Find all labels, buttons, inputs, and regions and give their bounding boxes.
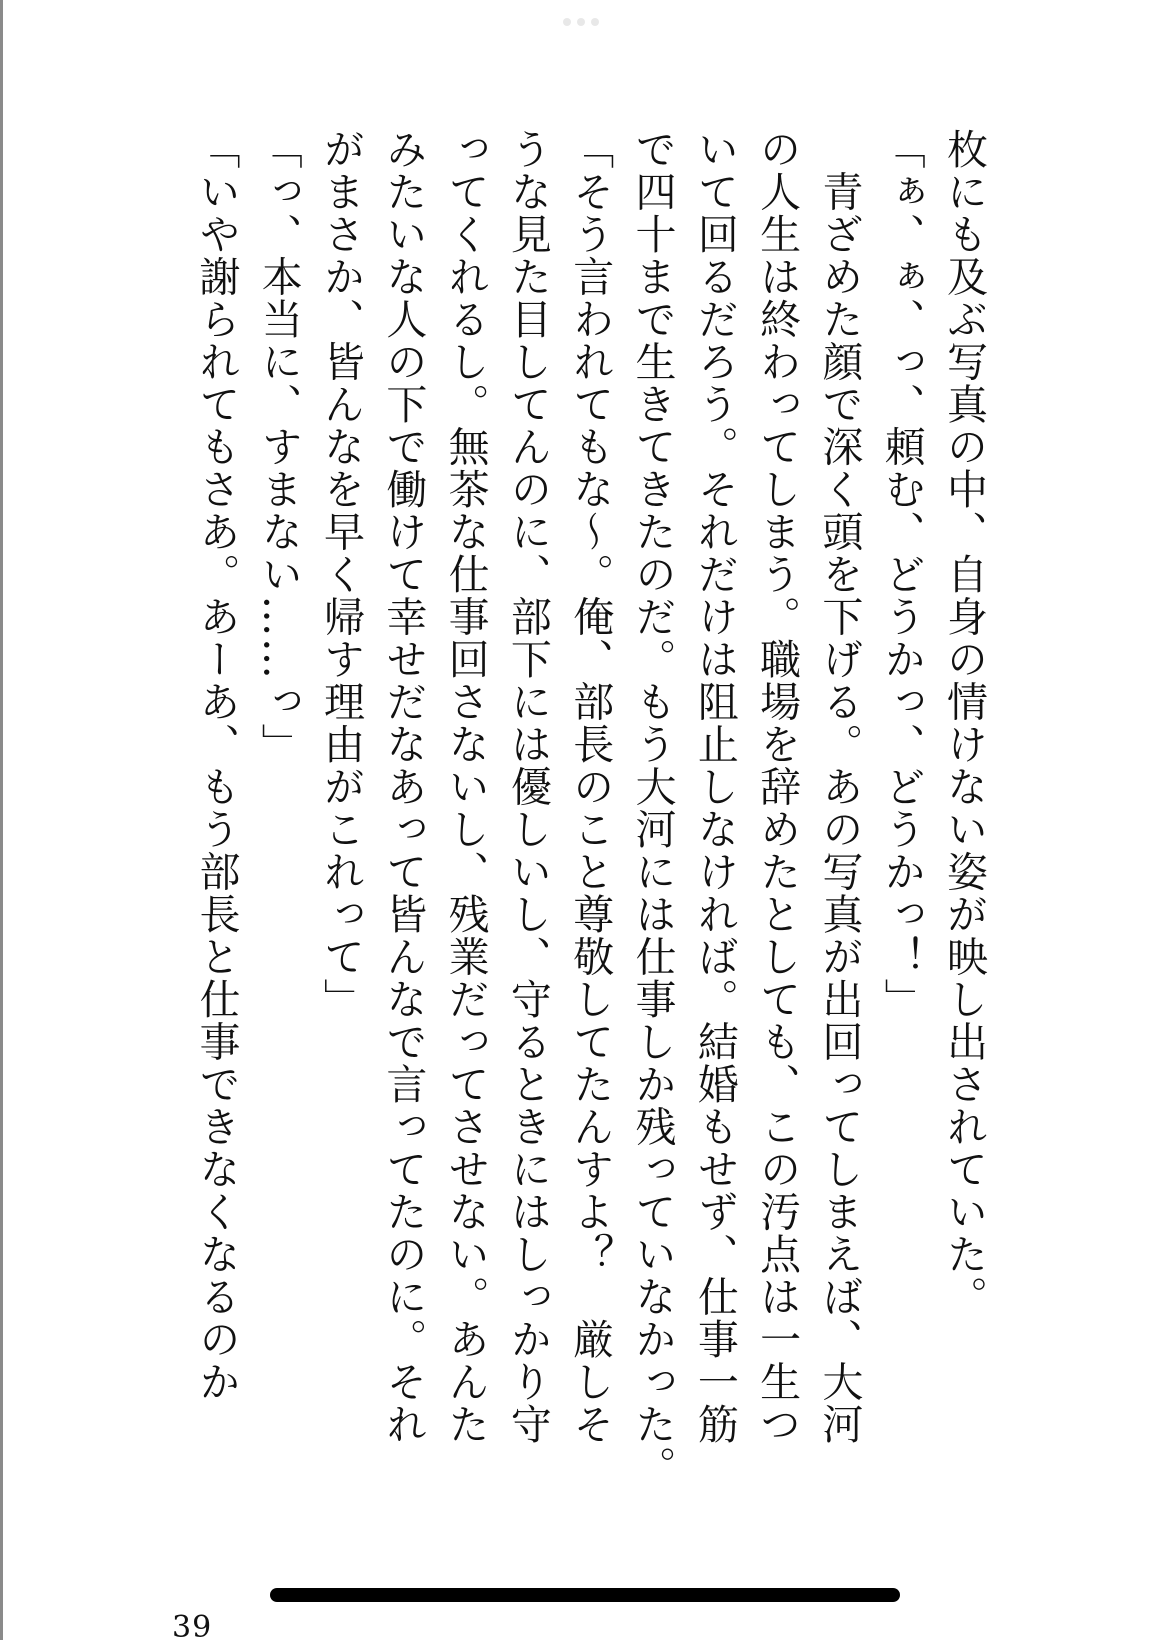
text-line: ってくれるし。無茶な仕事回さないし、残業だってさせない。あんた	[441, 128, 490, 1446]
dot-icon	[577, 18, 585, 26]
text-line: 「っ、本当に、すまない……っ」	[254, 128, 303, 766]
text-line: 枚にも及ぶ写真の中、自身の情けない姿が映し出されていた。	[940, 128, 988, 1318]
text-line: の人生は終わってしまう。職場を辞めたとしても、この汚点は一生つ	[753, 128, 802, 1446]
vertical-text-body	[175, 128, 995, 1528]
page-left-edge	[0, 0, 3, 1640]
text-line: いて回るだろう。それだけは阻止しなければ。結婚もせず、仕事一筋	[690, 128, 739, 1446]
text-line: 青ざめた顔で深く頭を下げる。あの写真が出回ってしまえば、大河	[815, 128, 864, 1446]
text-line: うな見た目してんのに、部下には優しいし、守るときにはしっかり守	[503, 128, 552, 1446]
page-number: 39	[172, 1610, 213, 1645]
text-line: 「ぁ、ぁ、っ、頼む、どうかっ、どうかっ！」	[877, 128, 926, 1021]
text-line: 「いや謝られてもさあ。あーあ、もう部長と仕事できなくなるのか	[192, 128, 241, 1403]
text-line: で四十まで生きてきたのだ。もう大河には仕事しか残っていなかった。	[628, 128, 677, 1488]
dot-icon	[591, 18, 599, 26]
text-line: みたいな人の下で働けて幸せだなあって皆んなで言ってたのに。それ	[379, 128, 428, 1446]
top-handle-dots	[563, 18, 599, 26]
text-line: がまさか、皆んなを早く帰す理由がこれって」	[317, 128, 366, 1021]
text-line: 「そう言われてもな〜。俺、部長のこと尊敬してたんすよ？ 厳しそ	[566, 128, 615, 1446]
dot-icon	[563, 18, 571, 26]
home-indicator-bar[interactable]	[270, 1588, 900, 1602]
